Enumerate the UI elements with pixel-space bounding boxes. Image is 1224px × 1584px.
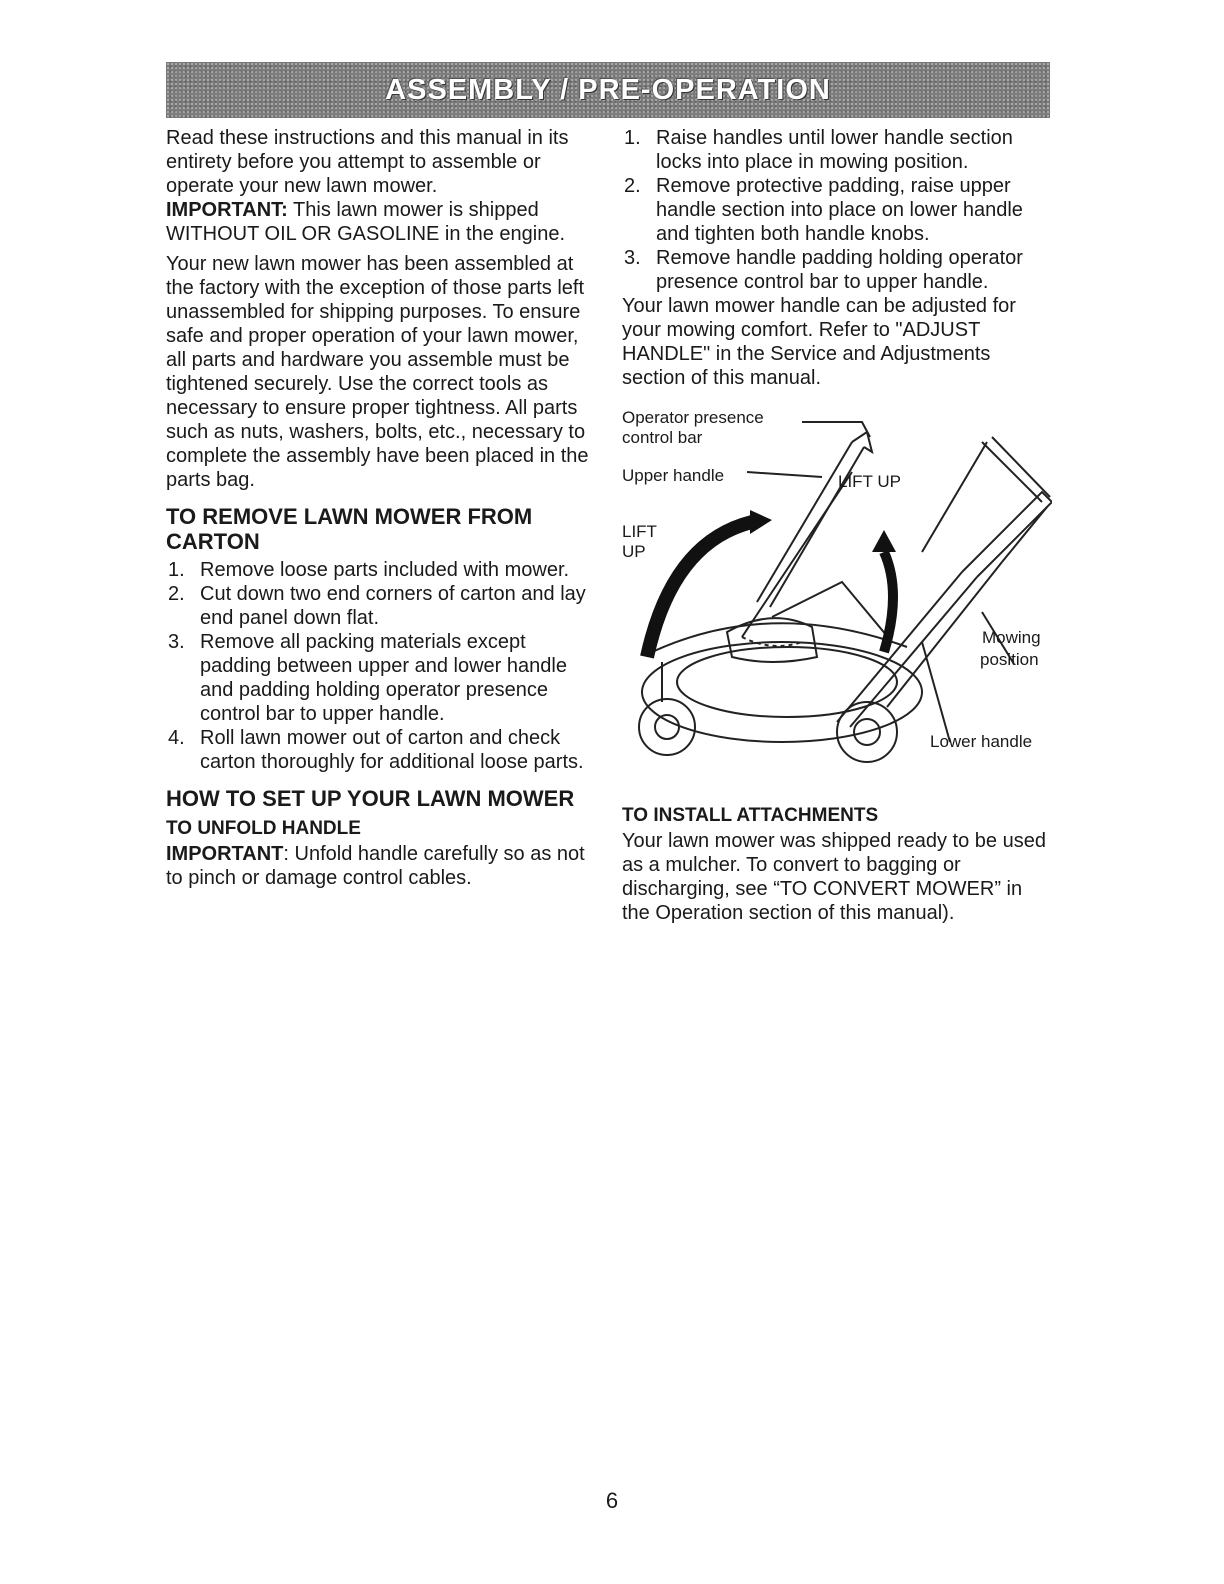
remove-steps-list [166, 558, 598, 774]
attachments-paragraph: Your lawn mower was shipped ready to be used as a mulcher. To convert to bagging or discharging, see “TO CONVERT MOWER” in the Operation section of this manual). [622, 830, 1046, 924]
upper-handle [757, 442, 852, 602]
left-column [166, 126, 598, 890]
list-item: 3. Remove all packing materials except padding between upper and lower handle and padding holding operator presence control bar to upper handle. [168, 631, 567, 725]
label-mowing: Mowing [982, 628, 1041, 647]
adjust-paragraph: Your lawn mower handle can be adjusted for your mowing comfort. Refer to "ADJUST HANDLE" in the Service and Adjustments section of this manual. [622, 295, 1016, 389]
label-lift-up-right: LIFT UP [838, 472, 901, 491]
setup-heading: HOW TO SET UP YOUR LAWN MOWER [166, 786, 575, 811]
list-item: 3. Remove handle padding holding operator presence control bar to upper handle. [624, 247, 1023, 293]
mower-handle-diagram [622, 402, 1052, 782]
label-position: position [980, 650, 1039, 669]
important-label: IMPORTANT: [166, 199, 288, 221]
important-note-oil [166, 198, 598, 246]
right-column [622, 126, 1052, 925]
list-item: 1. Raise handles until lower handle section locks into place in mowing position. [624, 127, 1013, 173]
factory-paragraph: Your new lawn mower has been assembled at the factory with the exception of those parts left unassembled for shipping purposes. To ensure safe and proper operation of your lawn mower, all parts and hardware you assemble must be tightened securely. Use the correct tools as necessary to ensure proper tightness. All parts such as nuts, washers, bolts, etc., necessary to complete the assembly have been placed in the parts bag. [166, 253, 589, 491]
install-attachments-heading: TO INSTALL ATTACHMENTS [622, 805, 879, 826]
label-lift-left: LIFT [622, 522, 657, 541]
remove-from-carton-heading: TO REMOVE LAWN MOWER FROM CARTON [166, 504, 533, 554]
page-number: 6 [605, 1488, 619, 1513]
page-title: ASSEMBLY / PRE-OPERATION [385, 73, 831, 106]
list-item: 1. Remove loose parts included with mower. [168, 559, 570, 581]
important-text: This lawn mower is shipped WITHOUT OIL OR GASOLINE in the engine. [166, 199, 566, 245]
list-item: 2. Cut down two end corners of carton and lay end panel down flat. [168, 583, 586, 629]
front-wheel [639, 699, 695, 755]
unfold-handle-heading: TO UNFOLD HANDLE [166, 818, 361, 839]
lift-arrow-right [884, 552, 893, 652]
important-text: : Unfold handle carefully so as not to pinch or damage control cables. [166, 843, 585, 889]
section-banner [166, 62, 1050, 118]
important-label: IMPORTANT [166, 843, 284, 865]
list-item: 4. Roll lawn mower out of carton and check carton thoroughly for additional loose parts. [168, 727, 584, 773]
lower-handle-left [837, 572, 962, 722]
unfold-steps-list [622, 126, 1052, 294]
lift-arrow-left [647, 522, 752, 657]
lawn-mower-illustration [622, 402, 1052, 782]
intro-paragraph: Read these instructions and this manual in its entirety before you attempt to assemble or operate your new lawn mower. [166, 127, 569, 197]
important-note-unfold [166, 842, 598, 890]
label-operator-bar: Operator presence control bar [622, 408, 764, 447]
label-lower-handle: Lower handle [930, 732, 1033, 751]
list-item: 2. Remove protective padding, raise upper handle section into place on lower handle and tighten both handle knobs. [624, 175, 1023, 245]
label-upper-handle: Upper handle [622, 466, 725, 485]
label-up-left: UP [622, 542, 646, 561]
